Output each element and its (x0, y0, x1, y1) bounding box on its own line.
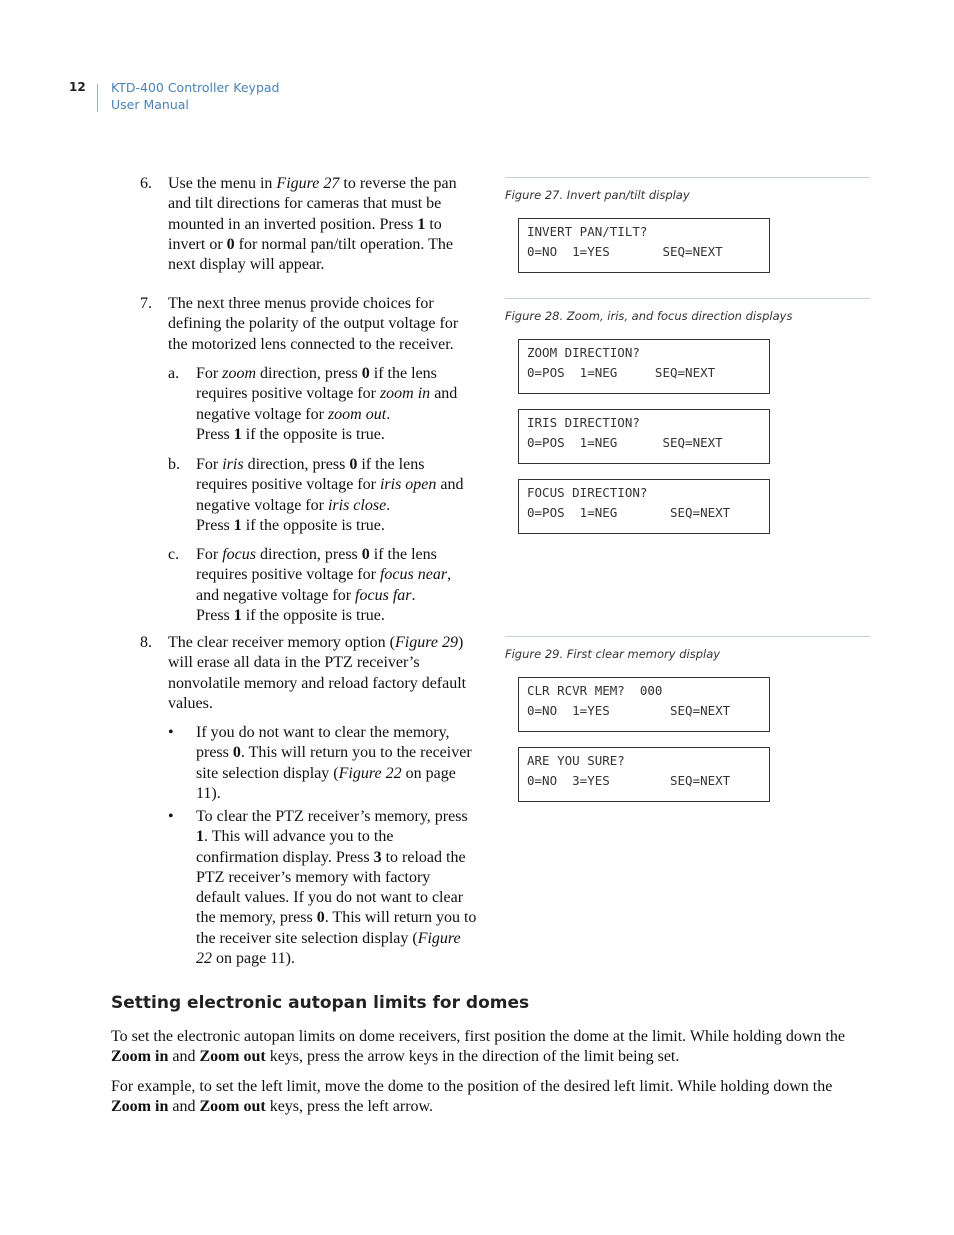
display-line-1: ARE YOU SURE? (527, 753, 625, 768)
text-run: Use the menu in (168, 175, 277, 192)
display-line-1: FOCUS DIRECTION? (527, 485, 648, 500)
figure-27-caption: Figure 27. Invert pan/tilt display (505, 188, 690, 202)
text-run: on page 11). (196, 764, 456, 802)
text-run: if the opposite is true. (241, 425, 385, 443)
key-label: 1 (233, 425, 242, 443)
key-label: 0 (226, 235, 235, 253)
text-run: . This will advance you to the confirmation display. Press (196, 828, 394, 866)
invert-pan-tilt-display (518, 218, 770, 273)
step-7-text: The next three menus provide choices for defining the polarity of the output voltage for the motorized lens connected to the receiver. (168, 295, 459, 353)
page-number: 12 (69, 80, 86, 94)
display-line-1: CLR RCVR MEM? 000 (527, 683, 663, 698)
text-run: if the opposite is true. (241, 516, 385, 534)
figure-ref: Figure 27 (276, 175, 340, 192)
step-8-number: 8. (140, 634, 152, 651)
key-label: 1 (417, 215, 426, 233)
step-8-text (168, 633, 468, 714)
text-run: . (386, 496, 391, 514)
title-line-2: User Manual (111, 96, 189, 112)
text-run: keys, press the left arrow. (265, 1098, 434, 1116)
text-run: for normal pan/tilt operation. The next display will appear. (168, 235, 453, 274)
text-run: If you do not want to clear the memory, press (196, 724, 450, 762)
text-run: keys, press the arrow keys in the direction of the limit being set. (265, 1048, 680, 1066)
emphasis: focus near (379, 566, 448, 584)
key-label: 0 (361, 365, 370, 382)
step-7a-text (196, 364, 478, 445)
display-line-2: 0=NO 3=YES SEQ=NEXT (527, 773, 731, 788)
focus-direction-display (518, 479, 770, 534)
key-label: Zoom in (111, 1098, 169, 1116)
text-run: Press (196, 606, 234, 624)
iris-direction-display (518, 409, 770, 464)
text-run: For (196, 546, 223, 563)
text-run: The clear receiver memory option ( (168, 634, 395, 651)
display-line-2: 0=POS 1=NEG SEQ=NEXT (527, 365, 716, 380)
display-line-1: IRIS DIRECTION? (527, 415, 640, 430)
text-run: and (168, 1098, 200, 1116)
document-title (111, 80, 279, 113)
key-label: 0 (232, 744, 241, 762)
bullet-2-text (196, 807, 478, 969)
figure-ref: Figure 22 (196, 929, 461, 968)
text-run: to reload the PTZ receiver’s memory with factory default values. If you do not want to clear the memory, press (196, 848, 466, 927)
text-run: . (386, 405, 391, 423)
text-run: For example, to set the left limit, move the dome to the position of the desired left limit. While holding down the (111, 1078, 833, 1095)
text-run: and (168, 1048, 200, 1066)
text-run: direction, press (243, 456, 350, 473)
text-run: and negative voltage for (196, 476, 464, 514)
text-run: on page 11). (212, 950, 295, 968)
emphasis: focus (222, 546, 257, 563)
step-7-number: 7. (140, 295, 152, 312)
text-run: . This will return you to the receiver site selection display ( (196, 744, 472, 782)
text-run: For (196, 365, 223, 382)
emphasis: iris (222, 456, 244, 473)
key-label: Zoom out (199, 1048, 266, 1066)
key-label: 1 (233, 516, 242, 534)
section-paragraph-1 (111, 1027, 873, 1068)
emphasis: iris open (379, 476, 437, 494)
text-run: . (411, 586, 416, 604)
display-line-2: 0=POS 1=NEG SEQ=NEXT (527, 435, 723, 450)
text-run: For (196, 456, 223, 473)
confirm-clear-display (518, 747, 770, 802)
text-run: Press (196, 516, 234, 534)
figure-28-caption: Figure 28. Zoom, iris, and focus direction displays (505, 309, 793, 323)
text-run: if the lens requires positive voltage for (196, 456, 425, 494)
step-7a-letter: a. (168, 365, 180, 382)
key-label: Zoom out (199, 1098, 266, 1116)
header-divider (97, 84, 98, 112)
bullet-2-marker: • (168, 808, 174, 825)
text-run: direction, press (256, 365, 362, 382)
key-label: 1 (233, 606, 242, 624)
text-run: ) will erase all data in the PTZ receiver’s nonvolatile memory and reload factory default values. (168, 634, 467, 712)
text-run: and negative voltage for (196, 385, 458, 423)
emphasis: focus far (355, 586, 412, 604)
text-run: To set the electronic autopan limits on dome receivers, first position the dome at the limit. While holding down the (111, 1028, 845, 1045)
key-label: 0 (316, 909, 325, 927)
key-label: 3 (373, 848, 382, 866)
text-run: to reverse the pan and tilt directions for cameras that must be mounted in an inverted position. Press (168, 175, 457, 233)
display-line-2: 0=POS 1=NEG SEQ=NEXT (527, 505, 731, 520)
section-heading: Setting electronic autopan limits for domes (111, 993, 530, 1013)
text-run: direction, press (256, 546, 362, 563)
step-7c-text (196, 545, 478, 626)
step-7b-letter: b. (168, 456, 180, 473)
emphasis: zoom (222, 365, 257, 382)
figure-27-rule (505, 177, 870, 178)
text-run: , and negative voltage for (196, 566, 452, 604)
text-run: . This will return you to the receiver site selection display ( (196, 909, 477, 947)
step-7c-letter: c. (168, 546, 180, 563)
figure-ref: Figure 29 (395, 634, 458, 651)
figure-28-rule (505, 298, 870, 299)
step-7b-text (196, 455, 478, 536)
display-line-2: 0=NO 1=YES SEQ=NEXT (527, 703, 731, 718)
figure-29-caption: Figure 29. First clear memory display (505, 647, 721, 661)
text-run: if the opposite is true. (241, 606, 385, 624)
emphasis: iris close (327, 496, 387, 514)
title-line-1: KTD-400 Controller Keypad (111, 80, 280, 95)
text-run: if the lens requires positive voltage for (196, 546, 437, 584)
step-6-number: 6. (140, 175, 152, 192)
emphasis: zoom in (379, 385, 431, 403)
text-run: To clear the PTZ receiver’s memory, press (196, 808, 468, 825)
emphasis: zoom out (327, 405, 387, 423)
bullet-1-text (196, 723, 478, 804)
key-label: 1 (196, 828, 204, 846)
bullet-1-marker: • (168, 724, 174, 741)
text-run: if the lens requires positive voltage for (196, 365, 437, 403)
figure-29-rule (505, 636, 870, 637)
text-run: Press (196, 425, 234, 443)
zoom-direction-display (518, 339, 770, 394)
display-line-1: ZOOM DIRECTION? (527, 345, 640, 360)
display-line-1: INVERT PAN/TILT? (527, 224, 648, 239)
step-6-text (168, 174, 478, 275)
key-label: 0 (349, 456, 358, 473)
section-paragraph-2 (111, 1077, 873, 1118)
key-label: 0 (361, 546, 370, 563)
display-line-2: 0=NO 1=YES SEQ=NEXT (527, 244, 723, 259)
figure-ref: Figure 22 (338, 764, 402, 782)
text-run: to invert or (168, 215, 442, 253)
key-label: Zoom in (111, 1048, 169, 1066)
clear-memory-display (518, 677, 770, 732)
